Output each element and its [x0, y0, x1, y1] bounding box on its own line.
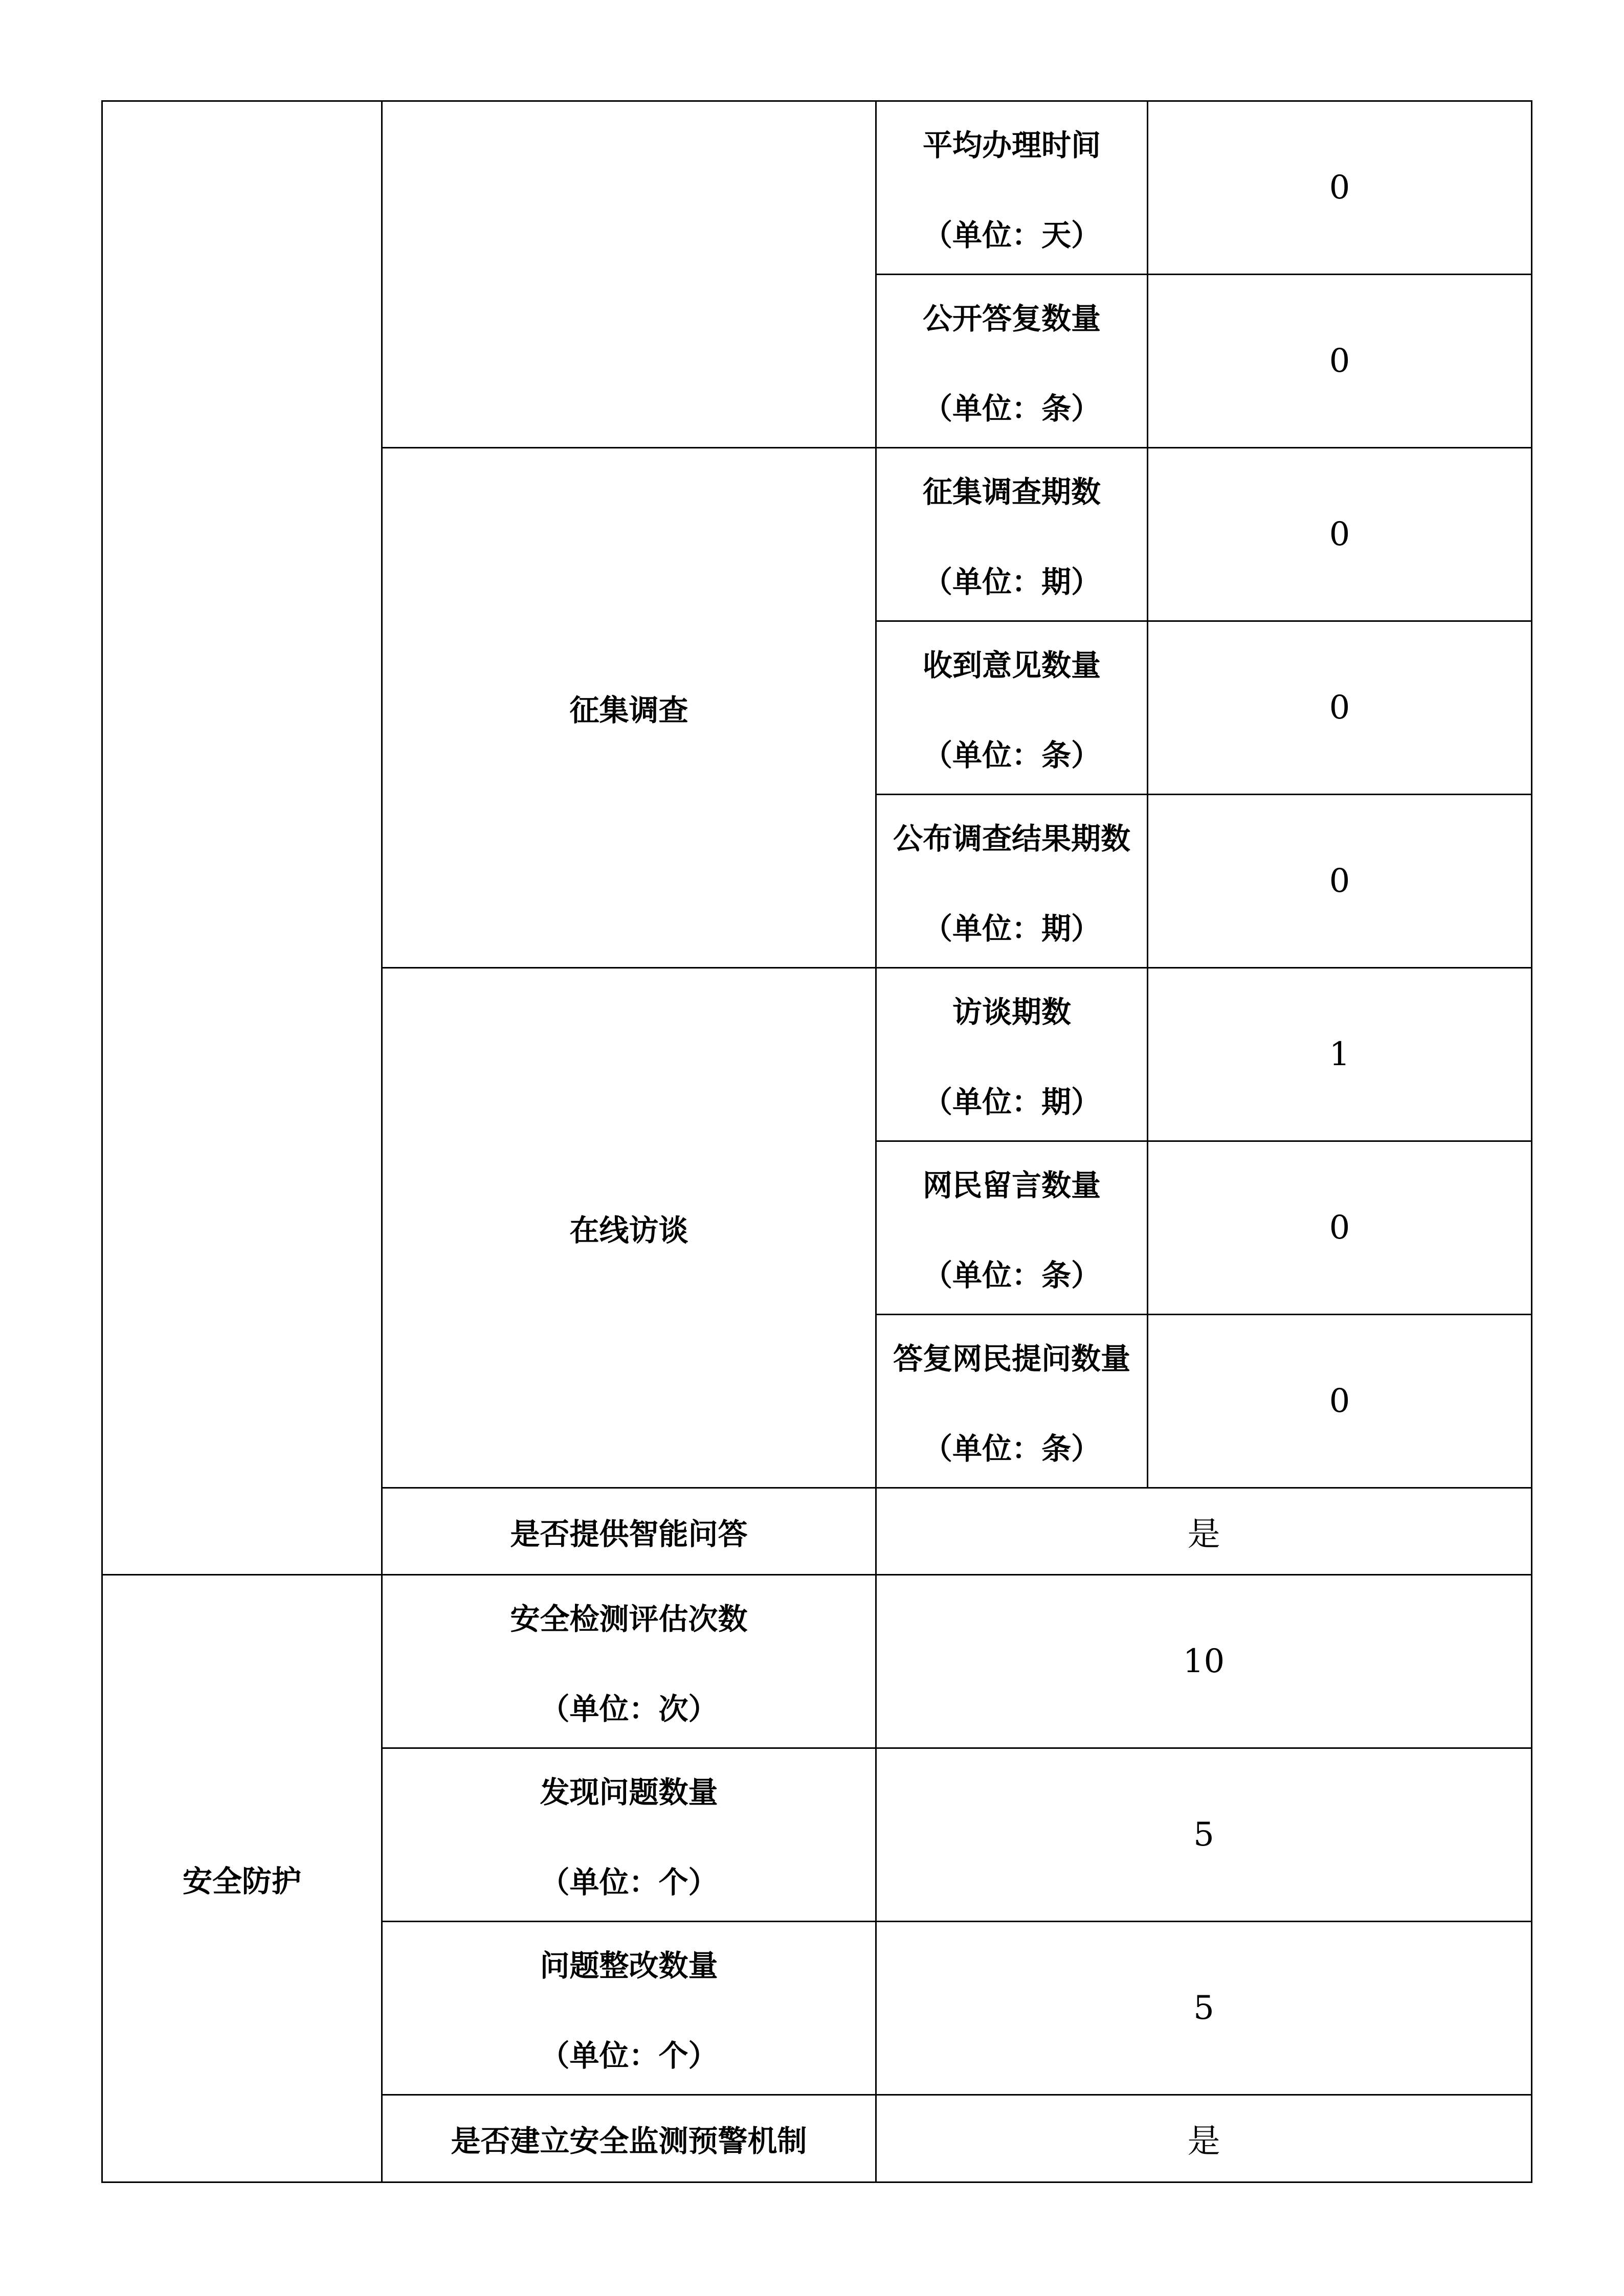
metric-name: 问题整改数量	[540, 1948, 718, 1983]
metric-label-cell: 是否提供智能问答	[382, 1488, 876, 1575]
metric-name: 收到意见数量	[922, 648, 1101, 683]
metric-value: 0	[1148, 101, 1532, 275]
metric-name: 公开答复数量	[922, 301, 1101, 336]
metric-label-cell	[876, 968, 1148, 1141]
metric-unit: （单位：条）	[922, 1431, 1101, 1466]
metric-label-cell	[876, 1315, 1148, 1488]
metric-label-cell	[876, 621, 1148, 795]
metric-name: 平均办理时间	[922, 128, 1101, 163]
metric-value: 0	[1148, 621, 1532, 795]
metric-label-cell	[876, 101, 1148, 275]
metric-name: 答复网民提问数量	[893, 1341, 1130, 1376]
category-cell-blank	[102, 101, 382, 1575]
group-cell-blank	[382, 101, 876, 448]
metric-unit: （单位：条）	[922, 1258, 1101, 1293]
metric-label-cell	[382, 1748, 876, 1922]
metric-unit: （单位：期）	[922, 911, 1101, 946]
metric-label-cell: 是否建立安全监测预警机制	[382, 2095, 876, 2182]
table-row	[102, 101, 1532, 275]
metric-label-cell	[382, 1922, 876, 2095]
metric-unit: （单位：个）	[540, 2038, 718, 2073]
metric-name: 安全检测评估次数	[510, 1602, 748, 1636]
metric-value: 5	[876, 1748, 1532, 1922]
metric-value: 10	[876, 1575, 1532, 1748]
metric-unit: （单位：期）	[922, 565, 1101, 599]
metric-label-cell	[876, 795, 1148, 968]
metric-label-cell	[876, 448, 1148, 621]
metric-name: 公布调查结果期数	[893, 821, 1130, 856]
table-row	[102, 1575, 1532, 1748]
metric-unit: （单位：条）	[922, 738, 1101, 773]
metric-name: 征集调查期数	[922, 475, 1101, 509]
metric-value: 是	[876, 2095, 1532, 2182]
metric-value: 5	[876, 1922, 1532, 2095]
metric-name: 发现问题数量	[540, 1775, 718, 1810]
metric-unit: （单位：次）	[540, 1692, 718, 1726]
category-label-security: 安全防护	[102, 1575, 382, 2182]
metric-label-cell	[876, 275, 1148, 448]
metric-value: 1	[1148, 968, 1532, 1141]
metric-value: 0	[1148, 1315, 1532, 1488]
metric-unit: （单位：期）	[922, 1085, 1101, 1119]
metric-label-cell	[876, 1141, 1148, 1315]
statistics-table	[101, 100, 1532, 2183]
metric-unit: （单位：条）	[922, 391, 1101, 426]
metric-value: 是	[876, 1488, 1532, 1575]
metric-value: 0	[1148, 795, 1532, 968]
metric-value: 0	[1148, 448, 1532, 621]
metric-unit: （单位：个）	[540, 1865, 718, 1900]
metric-unit: （单位：天）	[922, 218, 1101, 253]
group-label-interview: 在线访谈	[382, 968, 876, 1488]
metric-value: 0	[1148, 1141, 1532, 1315]
group-label-survey: 征集调查	[382, 448, 876, 968]
metric-name: 访谈期数	[952, 995, 1071, 1029]
metric-label-cell	[382, 1575, 876, 1748]
metric-name: 网民留言数量	[922, 1168, 1101, 1203]
metric-value: 0	[1148, 275, 1532, 448]
